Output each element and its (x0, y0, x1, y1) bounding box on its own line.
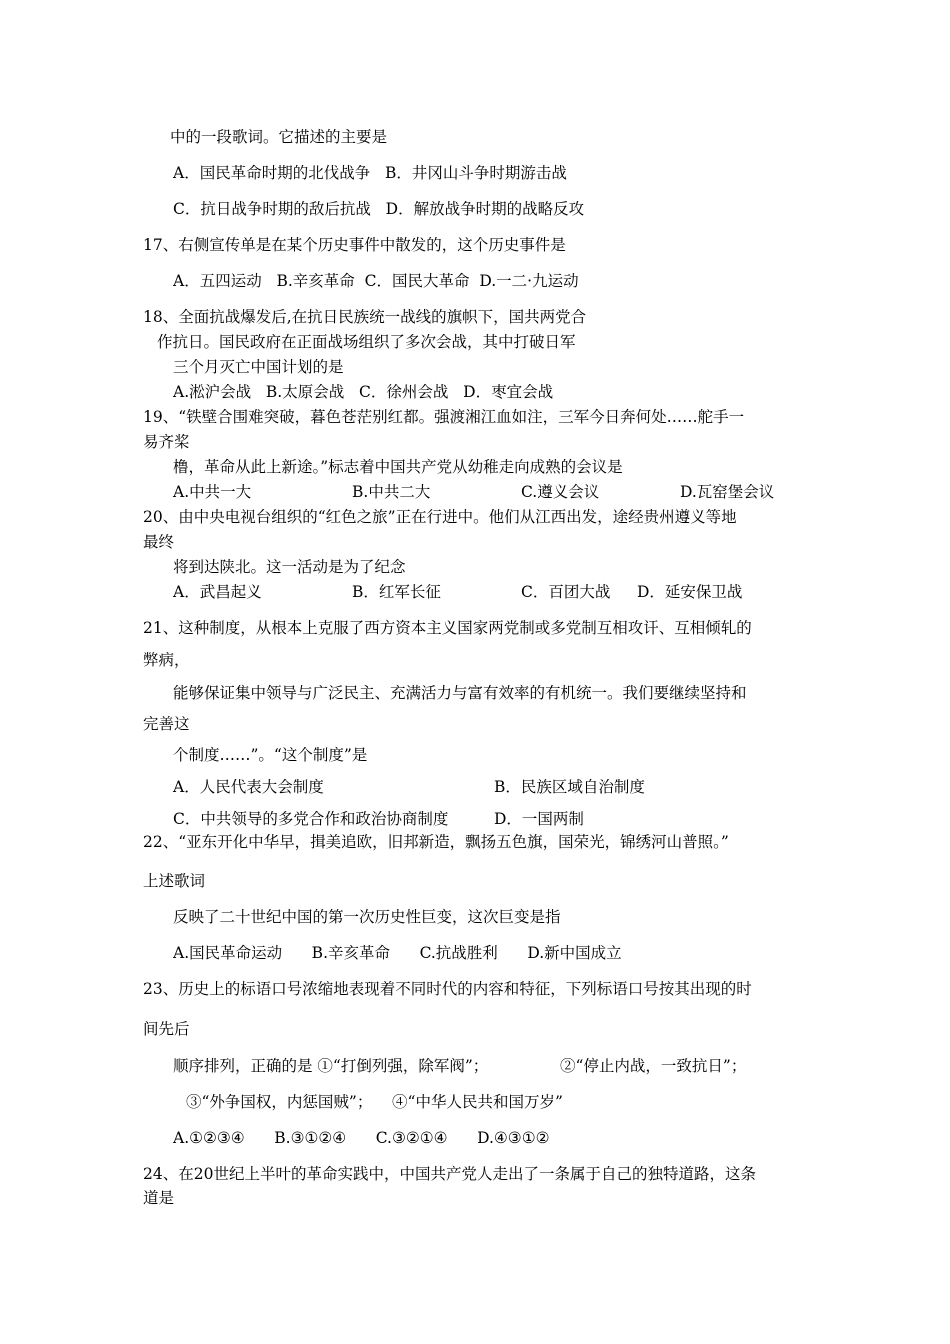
text-line: 橹，革命从此上新途。”标志着中国共产党从幼稚走向成熟的会议是 (173, 458, 623, 476)
text-line: 间先后 (143, 1020, 190, 1038)
question-24: 24、在20世纪上半叶的革命实践中，中国共产党人走出了一条属于自己的独特道路，这条 (143, 1165, 756, 1183)
question-23: 23、历史上的标语口号浓缩地表现着不同时代的内容和特征，下列标语口号按其出现的时 (143, 980, 752, 998)
text-line: 个制度……”。“这个制度”是 (173, 746, 368, 764)
option-d: D．延安保卫战 (637, 583, 743, 601)
option-b: B．民族区域自治制度 (494, 778, 645, 796)
text-line: ③“外争国权，内惩国贼”； ④“中华人民共和国万岁” (186, 1093, 563, 1111)
text-line: 中的一段歌词。它描述的主要是 (170, 128, 388, 146)
option-line: A.①②③④ B.③①②④ C.③②①④ D.④③①② (173, 1129, 550, 1147)
option-c: C.遵义会议 (521, 483, 600, 501)
question-20: 20、由中央电视台组织的“红色之旅”正在行进中。他们从江西出发，途经贵州遵义等地 (143, 508, 737, 526)
text-line: 弊病， (143, 651, 190, 669)
option-b: B.中共二大 (352, 483, 431, 501)
question-21: 21、这种制度，从根本上克服了西方资本主义国家两党制或多党制互相攻讦、互相倾轧的 (143, 619, 752, 637)
option-d: D.瓦窑堡会议 (680, 483, 775, 501)
text-line: 上述歌词 (143, 872, 206, 890)
option-line: C．抗日战争时期的敌后抗战 D．解放战争时期的战略反攻 (173, 200, 585, 218)
text-line: 道是 (143, 1189, 175, 1207)
option-line: A．国民革命时期的北伐战争 B．井冈山斗争时期游击战 (173, 164, 567, 182)
question-19: 19、“铁壁合围难突破，暮色苍茫别红都。强渡湘江血如注，三军今日奔何处……舵手一 (143, 408, 745, 426)
option-line: A.国民革命运动 B.辛亥革命 C.抗战胜利 D.新中国成立 (173, 944, 622, 962)
text-line: 最终 (143, 533, 175, 551)
text-line: 将到达陕北。这一活动是为了纪念 (173, 558, 406, 576)
option-a: A.中共一大 (173, 483, 252, 501)
option-line: A．五四运动 B.辛亥革命 C．国民大革命 D.一二·九运动 (173, 272, 579, 290)
text-line: ②“停止内战，一致抗日”； (560, 1057, 747, 1075)
text-line: 顺序排列，正确的是 ①“打倒列强，除军阀”； (173, 1057, 489, 1075)
question-22: 22、“亚东开化中华早，揖美追欧，旧邦新造，飘扬五色旗，国荣光，锦绣河山普照。” (143, 833, 729, 851)
option-b: B．红军长征 (352, 583, 441, 601)
text-line: 作抗日。国民政府在正面战场组织了多次会战，其中打破日军 (157, 333, 576, 351)
option-a: A．人民代表大会制度 (173, 778, 324, 796)
question-17: 17、右侧宣传单是在某个历史事件中散发的，这个历史事件是 (143, 236, 566, 254)
text-line: 三个月灭亡中国计划的是 (173, 358, 344, 376)
text-line: 反映了二十世纪中国的第一次历史性巨变，这次巨变是指 (173, 908, 561, 926)
text-line: 易齐桨 (143, 433, 190, 451)
option-line: A.淞沪会战 B.太原会战 C．徐州会战 D．枣宜会战 (173, 383, 554, 401)
text-line: 完善这 (143, 715, 190, 733)
text-line: 能够保证集中领导与广泛民主、充满活力与富有效率的有机统一。我们要继续坚持和 (173, 684, 747, 702)
option-a: A．武昌起义 (173, 583, 262, 601)
question-18: 18、全面抗战爆发后,在抗日民族统一战线的旗帜下，国共两党合 (143, 308, 587, 326)
option-c: C．中共领导的多党合作和政治协商制度 (173, 810, 449, 828)
option-c: C．百团大战 (521, 583, 611, 601)
option-d: D．一国两制 (494, 810, 584, 828)
